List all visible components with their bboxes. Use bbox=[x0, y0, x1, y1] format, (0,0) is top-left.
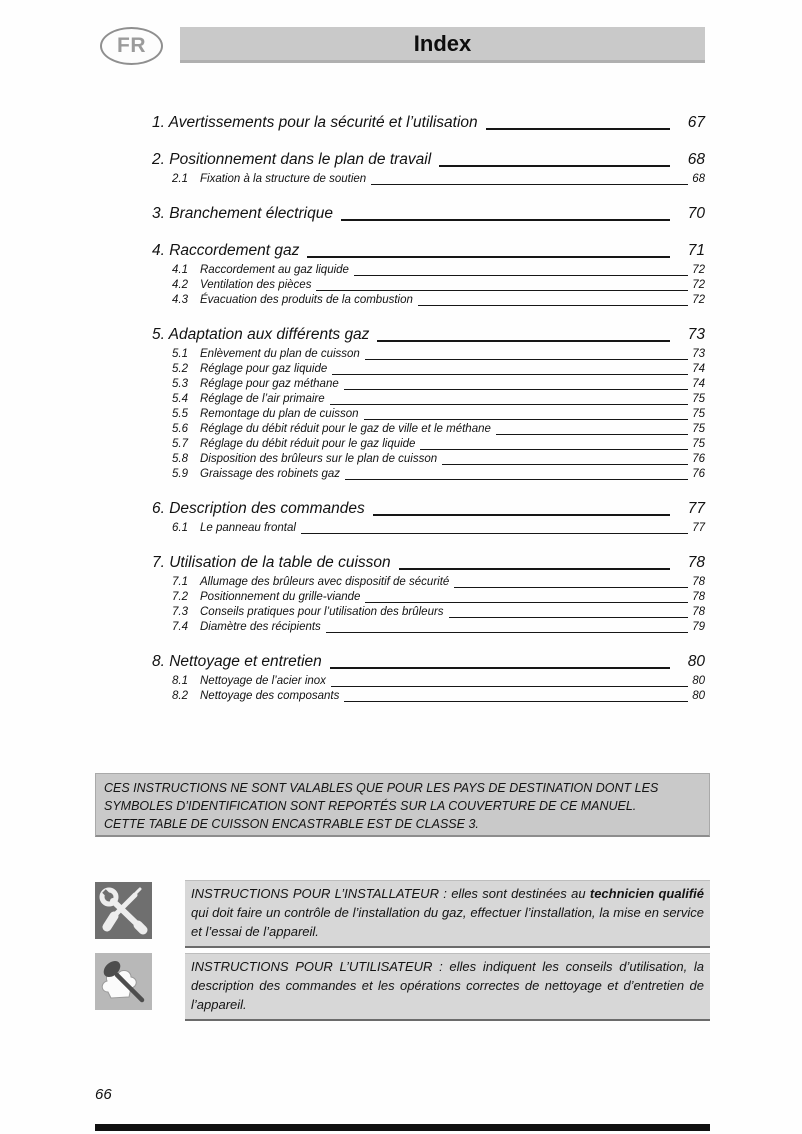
toc-section bbox=[152, 150, 705, 187]
dot-leader bbox=[344, 701, 688, 702]
spoon-chef-hat-icon bbox=[95, 953, 152, 1010]
toc-subentry bbox=[152, 407, 705, 422]
language-badge bbox=[100, 27, 163, 65]
toc-subentry-title: Réglage du débit réduit pour le gaz de ville et le méthane bbox=[200, 423, 491, 435]
toc-subentry bbox=[152, 452, 705, 467]
toc-subentry-number: 8.2 bbox=[172, 690, 188, 702]
toc-subentries bbox=[152, 521, 705, 536]
toc-subentry bbox=[152, 689, 705, 704]
toc-subentry-number: 5.3 bbox=[172, 378, 188, 390]
toc-subentry-number: 8.1 bbox=[172, 675, 188, 687]
toc-subentry-page: 79 bbox=[692, 621, 705, 633]
toc-entry-title: 6. Description des commandes bbox=[152, 500, 365, 517]
toc-subentry-title: Positionnement du grille-viande bbox=[200, 591, 361, 603]
toc-entry-title: 4. Raccordement gaz bbox=[152, 242, 300, 259]
toc-entry-page: 71 bbox=[687, 242, 705, 259]
toc-subentry-title: Le panneau frontal bbox=[200, 522, 296, 534]
toc-subentry-title: Réglage du débit réduit pour le gaz liquide bbox=[200, 438, 416, 450]
toc-subentry-number: 5.2 bbox=[172, 363, 188, 375]
toc-section bbox=[152, 113, 705, 133]
dot-leader bbox=[330, 404, 688, 405]
dot-leader bbox=[364, 419, 688, 420]
notice-line: CETTE TABLE DE CUISSON ENCASTRABLE EST DE CLASSE 3. bbox=[104, 817, 479, 831]
toc-subentry-number: 4.3 bbox=[172, 294, 188, 306]
toc-entry-title: 3. Branchement électrique bbox=[152, 205, 333, 222]
dot-leader bbox=[449, 617, 688, 618]
dot-leader bbox=[418, 305, 688, 306]
dot-leader bbox=[330, 667, 670, 669]
toc-subentry-number: 7.2 bbox=[172, 591, 188, 603]
dot-leader bbox=[442, 464, 688, 465]
dot-leader bbox=[371, 184, 688, 185]
toc-subentries bbox=[152, 263, 705, 308]
toc-entry-page: 77 bbox=[687, 500, 705, 517]
toc-subentry-title: Diamètre des récipients bbox=[200, 621, 321, 633]
toc-subentry-number: 6.1 bbox=[172, 522, 188, 534]
toc-subentry bbox=[152, 674, 705, 689]
dot-leader bbox=[344, 389, 688, 390]
toc-entry bbox=[152, 241, 705, 261]
toc-subentry-page: 75 bbox=[692, 393, 705, 405]
installer-instructions-bold: technicien qualifié bbox=[589, 886, 704, 901]
toc-subentry-title: Remontage du plan de cuisson bbox=[200, 408, 359, 420]
dot-leader bbox=[496, 434, 688, 435]
toc-section bbox=[152, 325, 705, 482]
toc-subentry-title: Allumage des brûleurs avec dispositif de sécurité bbox=[200, 576, 450, 588]
dot-leader bbox=[373, 514, 670, 516]
dot-leader bbox=[345, 479, 688, 480]
footer-rule bbox=[95, 1124, 710, 1131]
toc-subentries bbox=[152, 674, 705, 704]
dot-leader bbox=[332, 374, 688, 375]
toc-subentry-page: 78 bbox=[692, 591, 705, 603]
table-of-contents bbox=[152, 113, 705, 721]
toc-subentry-title: Fixation à la structure de soutien bbox=[200, 173, 367, 185]
toc-subentry-page: 75 bbox=[692, 408, 705, 420]
dot-leader bbox=[301, 533, 688, 534]
dot-leader bbox=[420, 449, 688, 450]
toc-entry-title: 8. Nettoyage et entretien bbox=[152, 653, 322, 670]
toc-subentry-number: 7.3 bbox=[172, 606, 188, 618]
toc-subentry-number: 4.1 bbox=[172, 264, 188, 276]
toc-subentry-page: 73 bbox=[692, 348, 705, 360]
dot-leader bbox=[365, 359, 688, 360]
toc-subentry-number: 4.2 bbox=[172, 279, 188, 291]
toc-subentry-number: 7.1 bbox=[172, 576, 188, 588]
toc-subentry-number: 5.1 bbox=[172, 348, 188, 360]
toc-subentry-title: Réglage pour gaz méthane bbox=[200, 378, 339, 390]
installer-instructions bbox=[185, 880, 710, 948]
toc-subentry-number: 7.4 bbox=[172, 621, 188, 633]
toc-subentry-title: Raccordement au gaz liquide bbox=[200, 264, 349, 276]
toc-subentries bbox=[152, 172, 705, 187]
toc-entry bbox=[152, 204, 705, 224]
toc-subentry-title: Nettoyage des composants bbox=[200, 690, 340, 702]
dot-leader bbox=[341, 219, 670, 221]
toc-section bbox=[152, 204, 705, 224]
toc-subentry bbox=[152, 467, 705, 482]
toc-subentry-title: Réglage pour gaz liquide bbox=[200, 363, 328, 375]
toc-subentry-number: 5.7 bbox=[172, 438, 188, 450]
page-title-bar bbox=[180, 27, 705, 63]
toc-subentry bbox=[152, 575, 705, 590]
dot-leader bbox=[365, 602, 688, 603]
toc-subentry-page: 78 bbox=[692, 606, 705, 618]
toc-entry-page: 73 bbox=[687, 326, 705, 343]
toc-entry-title: 7. Utilisation de la table de cuisson bbox=[152, 554, 391, 571]
toc-subentry-number: 5.8 bbox=[172, 453, 188, 465]
toc-subentry-page: 72 bbox=[692, 279, 705, 291]
toc-subentry bbox=[152, 605, 705, 620]
toc-subentry-page: 76 bbox=[692, 468, 705, 480]
toc-entry bbox=[152, 325, 705, 345]
toc-subentry-title: Conseils pratiques pour l’utilisation des brûleurs bbox=[200, 606, 444, 618]
toc-subentry bbox=[152, 422, 705, 437]
toc-subentry bbox=[152, 172, 705, 187]
destination-notice bbox=[95, 773, 710, 837]
toc-entry bbox=[152, 499, 705, 519]
toc-subentry-page: 78 bbox=[692, 576, 705, 588]
toc-entry bbox=[152, 553, 705, 573]
dot-leader bbox=[307, 256, 670, 258]
toc-subentries bbox=[152, 347, 705, 482]
installer-instructions-text: INSTRUCTIONS POUR L’INSTALLATEUR : elles sont destinées au bbox=[191, 886, 590, 901]
toc-subentry-page: 72 bbox=[692, 264, 705, 276]
toc-subentry-page: 75 bbox=[692, 438, 705, 450]
dot-leader bbox=[439, 165, 670, 167]
toc-subentry bbox=[152, 263, 705, 278]
toc-entry bbox=[152, 652, 705, 672]
toc-entry-page: 70 bbox=[687, 205, 705, 222]
toc-subentries bbox=[152, 575, 705, 635]
page-number: 66 bbox=[95, 1086, 112, 1103]
toc-subentry-page: 75 bbox=[692, 423, 705, 435]
toc-subentry-page: 76 bbox=[692, 453, 705, 465]
dot-leader bbox=[486, 128, 670, 130]
notice-line: CES INSTRUCTIONS NE SONT VALABLES QUE POUR LES PAYS DE DESTINATION DONT LES bbox=[104, 781, 659, 795]
dot-leader bbox=[316, 290, 688, 291]
language-badge-label: FR bbox=[117, 34, 146, 57]
notice-line: SYMBOLES D’IDENTIFICATION SONT REPORTÉS SUR LA COUVERTURE DE CE MANUEL. bbox=[104, 799, 637, 813]
dot-leader bbox=[354, 275, 688, 276]
toc-entry-page: 67 bbox=[687, 114, 705, 131]
toc-subentry-page: 80 bbox=[692, 675, 705, 687]
dot-leader bbox=[399, 568, 670, 570]
toc-subentry bbox=[152, 620, 705, 635]
wrench-screwdriver-icon bbox=[95, 882, 152, 939]
toc-subentry-number: 2.1 bbox=[172, 173, 188, 185]
dot-leader bbox=[331, 686, 688, 687]
toc-entry-page: 68 bbox=[687, 151, 705, 168]
toc-subentry-page: 74 bbox=[692, 378, 705, 390]
toc-subentry-title: Réglage de l’air primaire bbox=[200, 393, 325, 405]
toc-entry-page: 80 bbox=[687, 653, 705, 670]
toc-section bbox=[152, 499, 705, 536]
toc-subentry-page: 80 bbox=[692, 690, 705, 702]
toc-entry-page: 78 bbox=[687, 554, 705, 571]
toc-subentry-page: 72 bbox=[692, 294, 705, 306]
toc-subentry-page: 77 bbox=[692, 522, 705, 534]
user-instructions bbox=[185, 953, 710, 1021]
toc-subentry-number: 5.6 bbox=[172, 423, 188, 435]
dot-leader bbox=[326, 632, 688, 633]
toc-entry-title: 1. Avertissements pour la sécurité et l’utilisation bbox=[152, 114, 478, 131]
toc-subentry bbox=[152, 377, 705, 392]
toc-subentry-number: 5.5 bbox=[172, 408, 188, 420]
toc-entry bbox=[152, 113, 705, 133]
toc-subentry-page: 74 bbox=[692, 363, 705, 375]
toc-subentry bbox=[152, 437, 705, 452]
toc-subentry bbox=[152, 362, 705, 377]
toc-subentry-title: Disposition des brûleurs sur le plan de cuisson bbox=[200, 453, 438, 465]
toc-entry-title: 2. Positionnement dans le plan de travail bbox=[152, 151, 432, 168]
toc-subentry-number: 5.4 bbox=[172, 393, 188, 405]
toc-subentry-title: Évacuation des produits de la combustion bbox=[200, 294, 413, 306]
toc-entry bbox=[152, 150, 705, 170]
toc-subentry-page: 68 bbox=[692, 173, 705, 185]
toc-subentry bbox=[152, 278, 705, 293]
toc-subentry-title: Ventilation des pièces bbox=[200, 279, 312, 291]
toc-subentry bbox=[152, 293, 705, 308]
dot-leader bbox=[454, 587, 688, 588]
toc-subentry bbox=[152, 521, 705, 536]
toc-subentry bbox=[152, 590, 705, 605]
toc-subentry-number: 5.9 bbox=[172, 468, 188, 480]
toc-subentry-title: Graissage des robinets gaz bbox=[200, 468, 340, 480]
toc-section bbox=[152, 241, 705, 308]
toc-subentry-title: Nettoyage de l’acier inox bbox=[200, 675, 326, 687]
toc-entry-title: 5. Adaptation aux différents gaz bbox=[152, 326, 370, 343]
toc-section bbox=[152, 553, 705, 635]
toc-subentry-title: Enlèvement du plan de cuisson bbox=[200, 348, 360, 360]
toc-section bbox=[152, 652, 705, 704]
page-title: Index bbox=[413, 30, 472, 56]
installer-instructions-text: qui doit faire un contrôle de l’installation du gaz, effectuer l’installation, la mise en service et l’essai de l’appareil. bbox=[191, 905, 704, 939]
user-instructions-text: INSTRUCTIONS POUR L’UTILISATEUR : elles indiquent les conseils d’utilisation, la description des commandes et les opérations correctes de nettoyage et d’entretien de l’appareil. bbox=[191, 959, 704, 1012]
toc-subentry bbox=[152, 347, 705, 362]
dot-leader bbox=[377, 340, 670, 342]
toc-subentry bbox=[152, 392, 705, 407]
